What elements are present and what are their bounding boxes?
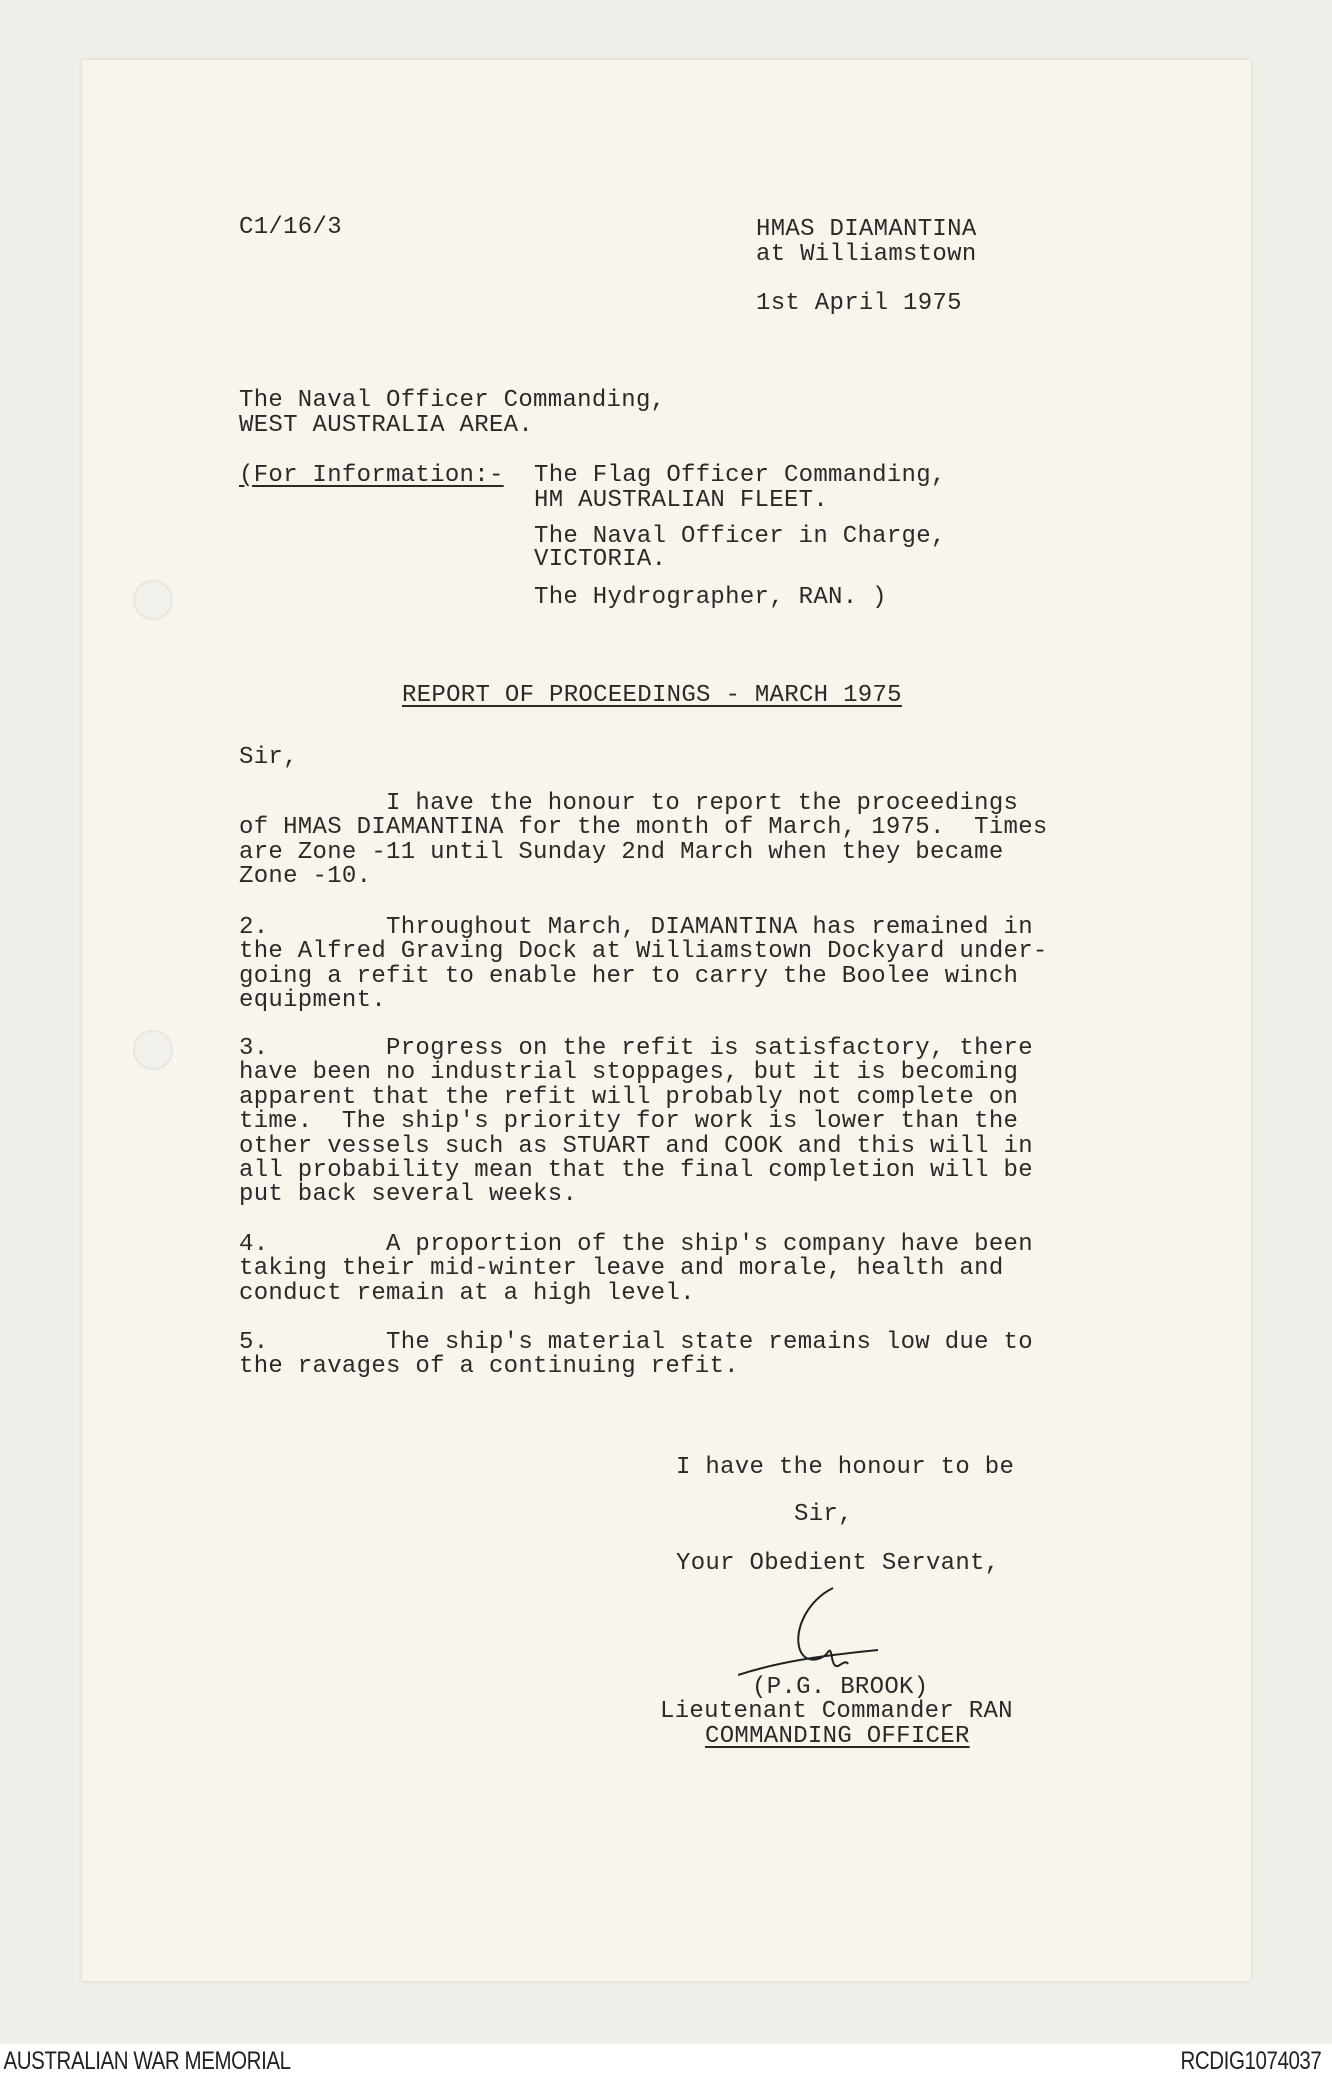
info-recipient-line: The Naval Officer in Charge, <box>534 523 946 550</box>
signatory-name: (P.G. BROOK) <box>752 1674 929 1701</box>
punch-hole <box>133 1030 173 1070</box>
paragraph-line: Zone -10. <box>239 863 372 891</box>
paragraph-line: put back several weeks. <box>239 1181 578 1209</box>
paragraph-line: conduct remain at a high level. <box>239 1279 695 1307</box>
paragraph-line: the Alfred Graving Dock at Williamstown Dockyard under- <box>239 938 1048 966</box>
paragraph-line: taking their mid-winter leave and morale, health and <box>239 1255 1004 1283</box>
closing-line: Sir, <box>794 1501 853 1528</box>
paragraph-line: apparent that the refit will probably not complete on <box>239 1083 1019 1111</box>
letter-page <box>82 60 1251 1981</box>
addressee-line: The Naval Officer Commanding, <box>239 387 666 414</box>
paragraph-line: 5. The ship's material state remains low due to <box>239 1329 1033 1356</box>
paragraph-line: are Zone -11 until Sunday 2nd March when they became <box>239 838 1004 866</box>
information-label: (For Information:- <box>239 462 504 489</box>
paragraph-line: other vessels such as STUART and COOK and this will in <box>239 1132 1033 1160</box>
ship-location: at Williamstown <box>756 241 977 268</box>
paragraph-line: 3. Progress on the refit is satisfactory, there <box>239 1035 1033 1062</box>
report-title: REPORT OF PROCEEDINGS - MARCH 1975 <box>402 682 902 709</box>
paragraph-line: time. The ship's priority for work is lower than the <box>239 1108 1019 1136</box>
letter-date: 1st April 1975 <box>756 290 962 317</box>
info-recipient-line: VICTORIA. <box>534 546 667 573</box>
footer-archive-name: AUSTRALIAN WAR MEMORIAL <box>3 2047 291 2075</box>
paragraph-line: 4. A proportion of the ship's company have been <box>239 1231 1033 1258</box>
reference-number: C1/16/3 <box>239 214 342 241</box>
punch-hole <box>133 580 173 620</box>
signatory-role: COMMANDING OFFICER <box>705 1723 970 1750</box>
signatory-rank: Lieutenant Commander RAN <box>660 1698 1013 1725</box>
paragraph-line: 2. Throughout March, DIAMANTINA has remained in <box>239 914 1033 941</box>
footer-record-id: RCDIG1074037 <box>1180 2047 1322 2075</box>
paragraph-line: of HMAS DIAMANTINA for the month of March, 1975. Times <box>239 814 1048 842</box>
closing-line: I have the honour to be <box>676 1454 1015 1481</box>
salutation: Sir, <box>239 744 298 771</box>
paragraph-line: all probability mean that the final completion will be <box>239 1157 1033 1184</box>
paragraph-line: going a refit to enable her to carry the Boolee winch <box>239 962 1019 990</box>
paragraph-line: the ravages of a continuing refit. <box>239 1353 739 1381</box>
signature <box>738 1580 888 1680</box>
paragraph-line: equipment. <box>239 987 387 1015</box>
info-recipient-line: The Flag Officer Commanding, <box>534 462 946 489</box>
paragraph-line: I have the honour to report the proceedings <box>239 790 1019 817</box>
addressee-line: WEST AUSTRALIA AREA. <box>239 412 534 439</box>
closing-line: Your Obedient Servant, <box>676 1550 1000 1577</box>
ship-name: HMAS DIAMANTINA <box>756 216 977 243</box>
info-recipient-line: The Hydrographer, RAN. ) <box>534 584 887 611</box>
info-recipient-line: HM AUSTRALIAN FLEET. <box>534 487 829 514</box>
paragraph-line: have been no industrial stoppages, but it is becoming <box>239 1059 1019 1087</box>
